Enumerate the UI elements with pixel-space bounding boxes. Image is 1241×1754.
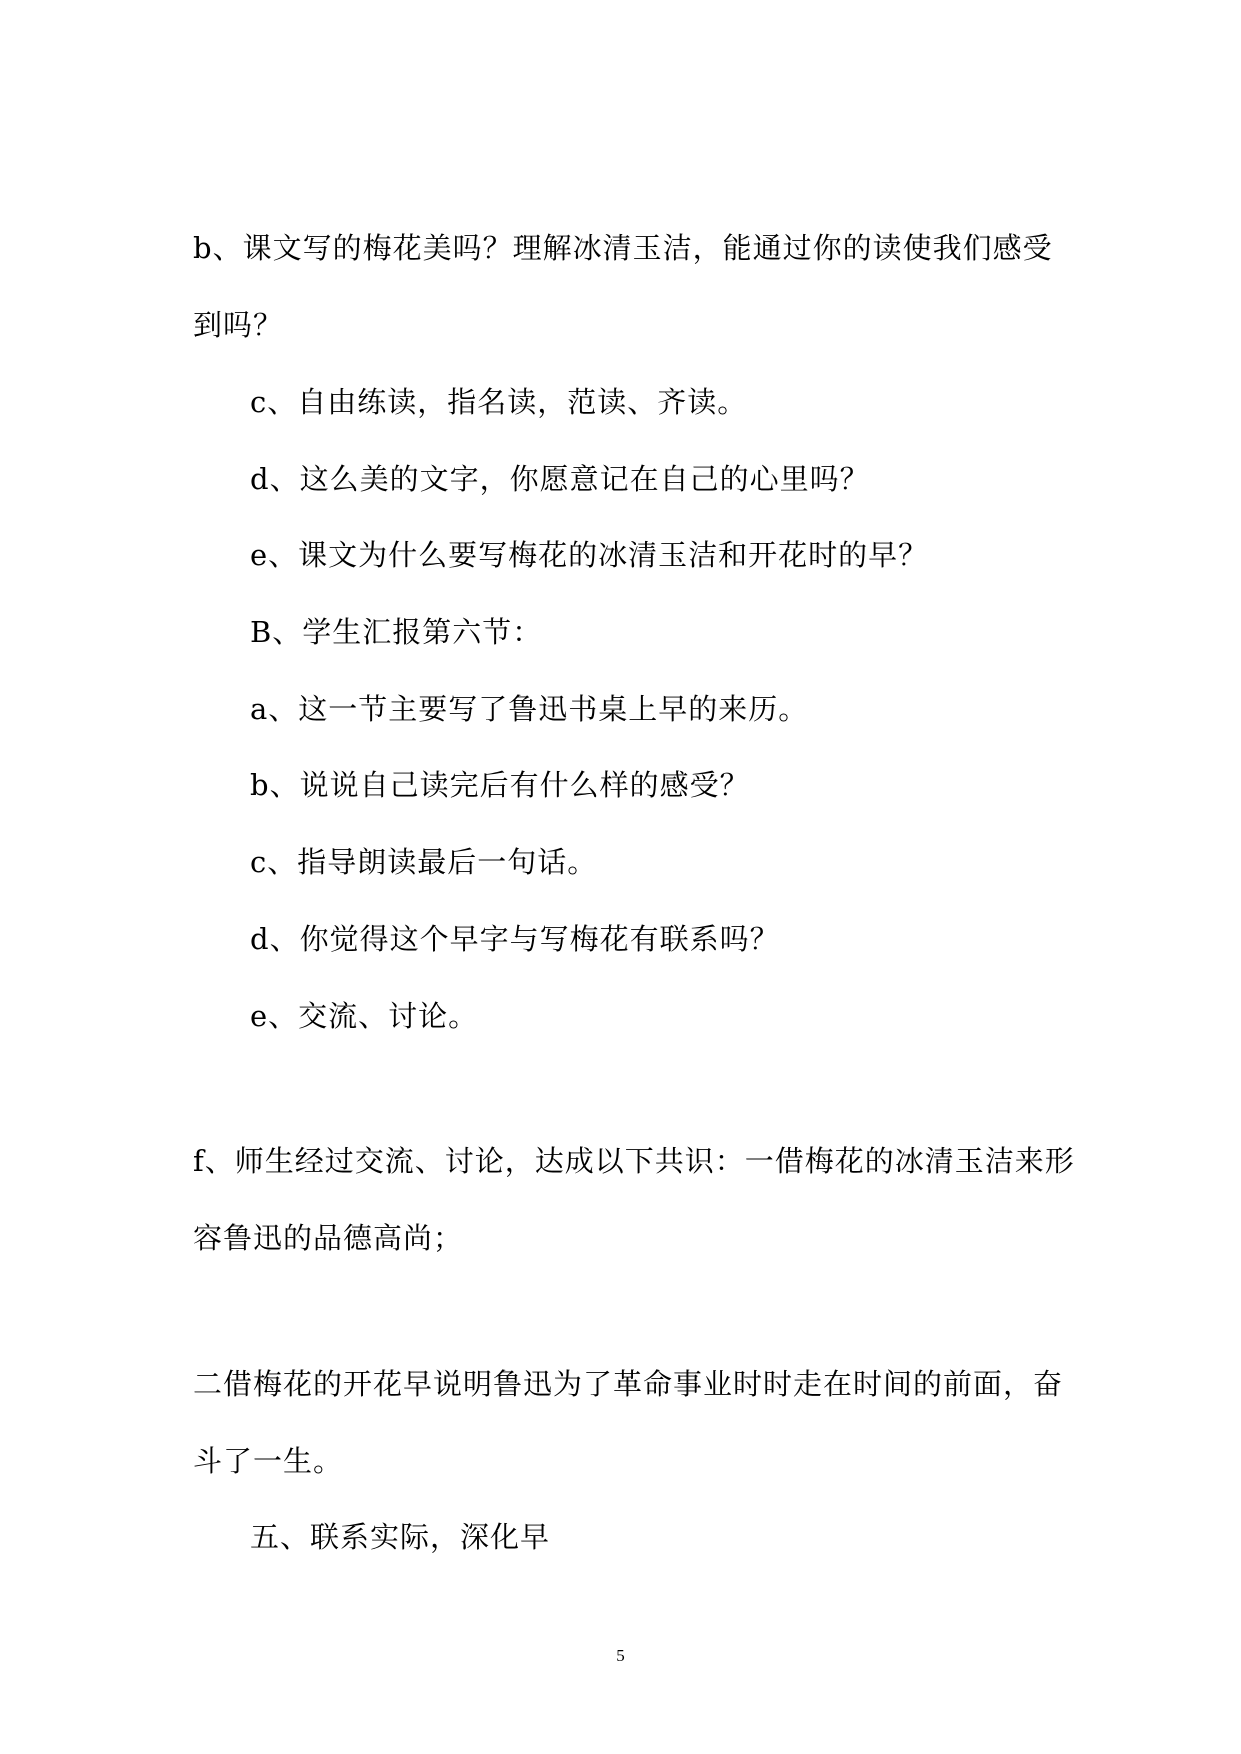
paragraph-line: 斗了一生。: [193, 1444, 344, 1478]
paragraph-line: c、自由练读，指名读，范读、齐读。: [250, 385, 748, 419]
section-heading: B、学生汇报第六节：: [250, 615, 543, 649]
paragraph-line: c、指导朗读最后一句话。: [250, 845, 598, 879]
paragraph-line: b、说说自己读完后有什么样的感受？: [250, 768, 750, 802]
paragraph-line: b、课文写的梅花美吗？理解冰清玉洁，能通过你的读使我们感受: [193, 231, 1053, 265]
paragraph-line: e、课文为什么要写梅花的冰清玉洁和开花时的早？: [250, 538, 929, 572]
paragraph-line: d、你觉得这个早字与写梅花有联系吗？: [250, 922, 780, 956]
paragraph-line: f、师生经过交流、讨论，达成以下共识：一借梅花的冰清玉洁来形: [193, 1144, 1075, 1178]
paragraph-line: e、交流、讨论。: [250, 999, 479, 1033]
page-number: 5: [616, 1646, 625, 1665]
paragraph-line: 到吗？: [193, 308, 284, 342]
paragraph-line: 容鲁迅的品德高尚；: [193, 1221, 464, 1255]
paragraph-line: a、这一节主要写了鲁迅书桌上早的来历。: [250, 692, 809, 726]
section-heading: 五、联系实际，深化早: [250, 1520, 551, 1554]
paragraph-line: d、这么美的文字，你愿意记在自己的心里吗？: [250, 462, 870, 496]
paragraph-line: 二借梅花的开花早说明鲁迅为了革命事业时时走在时间的前面，奋: [193, 1367, 1064, 1401]
